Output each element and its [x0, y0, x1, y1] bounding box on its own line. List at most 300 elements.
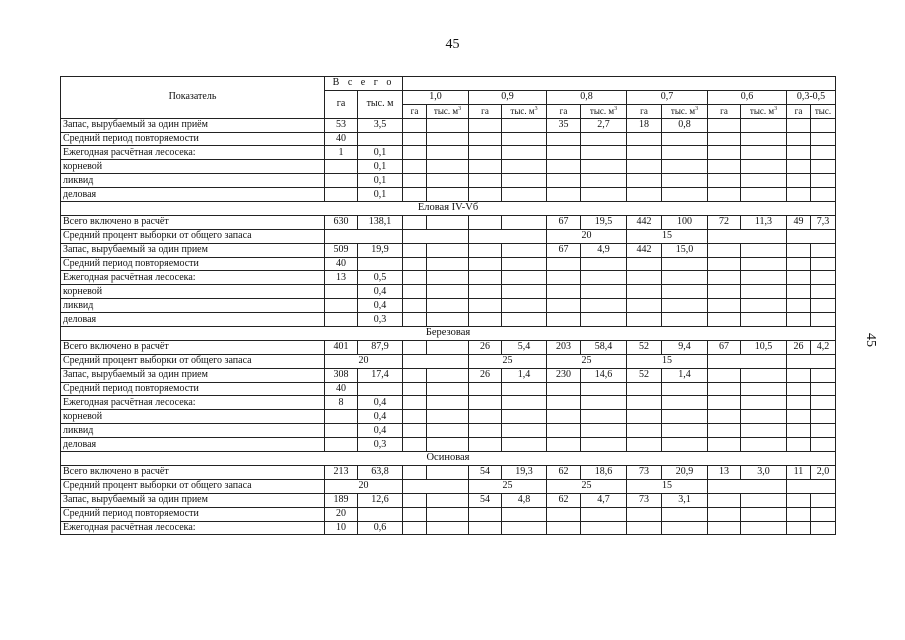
- table-cell: [403, 146, 427, 160]
- table-cell: 11,3: [741, 215, 787, 229]
- table-cell: [469, 174, 502, 188]
- row-label: ликвид: [61, 424, 325, 438]
- table-cell: [403, 188, 427, 202]
- table-row: [61, 396, 836, 410]
- table-cell: 19,9: [358, 243, 403, 257]
- table-cell: [547, 146, 581, 160]
- table-cell: [811, 521, 836, 535]
- table-cell: 442: [627, 243, 662, 257]
- table-cell: 0,3: [358, 438, 403, 452]
- table-cell: [427, 160, 469, 174]
- table-cell: 73: [627, 465, 662, 479]
- table-cell: [708, 257, 741, 271]
- table-cell: [708, 396, 741, 410]
- sub-ha: га: [787, 104, 811, 118]
- page-number-side: 45: [863, 333, 878, 347]
- table-cell: [502, 174, 547, 188]
- table-cell: [403, 424, 427, 438]
- percent-cell: [403, 354, 469, 368]
- table-cell: [547, 174, 581, 188]
- sub-ha: га: [403, 104, 427, 118]
- table-cell: 138,1: [358, 215, 403, 229]
- table-cell: [403, 465, 427, 479]
- table-cell: [662, 174, 708, 188]
- table-cell: [469, 424, 502, 438]
- table-cell: [403, 368, 427, 382]
- percent-cell: [403, 229, 469, 243]
- table-cell: [662, 521, 708, 535]
- table-cell: [741, 271, 787, 285]
- table-cell: [627, 396, 662, 410]
- table-cell: [469, 188, 502, 202]
- row-label: ликвид: [61, 174, 325, 188]
- table-cell: [325, 424, 358, 438]
- table-cell: 52: [627, 368, 662, 382]
- percent-cell: 25: [469, 479, 547, 493]
- table-cell: [708, 493, 741, 507]
- table-cell: [581, 174, 627, 188]
- table-cell: 3,1: [662, 493, 708, 507]
- table-cell: [627, 521, 662, 535]
- table-cell: [581, 271, 627, 285]
- table-cell: 72: [708, 215, 741, 229]
- table-cell: [741, 132, 787, 146]
- percent-cell: 25: [547, 479, 627, 493]
- table-cell: 63,8: [358, 465, 403, 479]
- table-cell: [627, 438, 662, 452]
- percent-cell: [708, 479, 787, 493]
- table-cell: 87,9: [358, 340, 403, 354]
- table-cell: [627, 285, 662, 299]
- table-cell: [469, 438, 502, 452]
- section-row: [61, 452, 836, 466]
- table-cell: 630: [325, 215, 358, 229]
- table-row: [61, 146, 836, 160]
- table-cell: 2,0: [811, 465, 836, 479]
- table-cell: [627, 382, 662, 396]
- table-cell: [427, 313, 469, 327]
- table-cell: 67: [708, 340, 741, 354]
- table-cell: [403, 215, 427, 229]
- table-cell: [547, 313, 581, 327]
- percent-cell: 15: [627, 229, 708, 243]
- table-cell: [627, 146, 662, 160]
- table-cell: [581, 396, 627, 410]
- table-cell: [547, 188, 581, 202]
- table-cell: [502, 215, 547, 229]
- table-cell: [427, 243, 469, 257]
- table-cell: [662, 396, 708, 410]
- table-cell: 49: [787, 215, 811, 229]
- table-cell: [469, 118, 502, 132]
- table-cell: [469, 215, 502, 229]
- table-cell: [787, 382, 811, 396]
- group-header: 0,6: [708, 90, 787, 104]
- row-label: ликвид: [61, 299, 325, 313]
- table-cell: [787, 271, 811, 285]
- table-cell: [581, 188, 627, 202]
- table-cell: [811, 493, 836, 507]
- percent-cell: [325, 229, 403, 243]
- table-cell: [502, 285, 547, 299]
- group-header: 0,9: [469, 90, 547, 104]
- table-cell: 308: [325, 368, 358, 382]
- group-header: 0,7: [627, 90, 708, 104]
- table-cell: [627, 174, 662, 188]
- table-cell: [403, 243, 427, 257]
- table-cell: [469, 382, 502, 396]
- table-cell: [427, 410, 469, 424]
- table-cell: [325, 313, 358, 327]
- table-cell: 1: [325, 146, 358, 160]
- table-cell: 19,3: [502, 465, 547, 479]
- percent-cell: [787, 354, 836, 368]
- table-row: [61, 438, 836, 452]
- table-cell: [469, 146, 502, 160]
- table-cell: 0,4: [358, 299, 403, 313]
- table-row: [61, 493, 836, 507]
- table-cell: 40: [325, 257, 358, 271]
- table-cell: [811, 174, 836, 188]
- table-cell: [787, 132, 811, 146]
- table-cell: 20,9: [662, 465, 708, 479]
- row-label: Ежегодная расчётная лесосека:: [61, 521, 325, 535]
- table-cell: [662, 146, 708, 160]
- table-cell: [403, 521, 427, 535]
- table-cell: [787, 396, 811, 410]
- table-cell: [403, 340, 427, 354]
- table-cell: 67: [547, 243, 581, 257]
- table-cell: [325, 160, 358, 174]
- group-header: 0,8: [547, 90, 627, 104]
- table-cell: 58,4: [581, 340, 627, 354]
- row-label: корневой: [61, 285, 325, 299]
- table-cell: [427, 174, 469, 188]
- table-cell: [502, 257, 547, 271]
- table-cell: [469, 271, 502, 285]
- row-label: Средний период повторяемости: [61, 382, 325, 396]
- table-cell: [811, 271, 836, 285]
- table-cell: 0,4: [358, 285, 403, 299]
- table-cell: [662, 271, 708, 285]
- table-cell: [811, 368, 836, 382]
- table-cell: [502, 118, 547, 132]
- table-cell: [708, 174, 741, 188]
- table-cell: [427, 396, 469, 410]
- table-cell: [427, 271, 469, 285]
- table-cell: 8: [325, 396, 358, 410]
- table-cell: [708, 424, 741, 438]
- table-cell: [741, 160, 787, 174]
- table-cell: 10: [325, 521, 358, 535]
- row-label: корневой: [61, 160, 325, 174]
- row-label: Ежегодная расчётная лесосека:: [61, 146, 325, 160]
- table-cell: [502, 424, 547, 438]
- table-cell: 509: [325, 243, 358, 257]
- table-cell: 0,4: [358, 410, 403, 424]
- table-cell: [427, 465, 469, 479]
- row-label: Запас, вырубаемый за один приём: [61, 118, 325, 132]
- table-cell: [787, 521, 811, 535]
- table-row: [61, 285, 836, 299]
- table-cell: [741, 146, 787, 160]
- table-cell: [741, 410, 787, 424]
- table-cell: 12,6: [358, 493, 403, 507]
- forest-table: [60, 76, 836, 535]
- table-row: [61, 271, 836, 285]
- table-cell: 1,4: [502, 368, 547, 382]
- table-cell: [502, 146, 547, 160]
- table-cell: 52: [627, 340, 662, 354]
- table-cell: [547, 160, 581, 174]
- table-cell: [427, 257, 469, 271]
- table-cell: [741, 285, 787, 299]
- table-cell: 2,7: [581, 118, 627, 132]
- table-cell: [547, 299, 581, 313]
- table-cell: 62: [547, 465, 581, 479]
- table-cell: [787, 493, 811, 507]
- table-row: [61, 118, 836, 132]
- table-cell: 67: [547, 215, 581, 229]
- row-label: Всего включено в расчёт: [61, 465, 325, 479]
- section-title: Березовая: [61, 327, 836, 341]
- row-label: Запас, вырубаемый за один прием: [61, 493, 325, 507]
- table-cell: 0,8: [662, 118, 708, 132]
- table-cell: [581, 132, 627, 146]
- table-cell: [469, 410, 502, 424]
- table-cell: [708, 313, 741, 327]
- percent-cell: [708, 354, 787, 368]
- table-cell: [547, 410, 581, 424]
- table-cell: [708, 188, 741, 202]
- table-cell: [547, 396, 581, 410]
- table-cell: 35: [547, 118, 581, 132]
- table-cell: 62: [547, 493, 581, 507]
- table-cell: [502, 521, 547, 535]
- table-cell: [403, 299, 427, 313]
- table-cell: [469, 285, 502, 299]
- table-cell: [741, 299, 787, 313]
- percent-cell: 25: [547, 354, 627, 368]
- table-cell: [502, 507, 547, 521]
- table-cell: [403, 118, 427, 132]
- table-cell: [811, 313, 836, 327]
- table-cell: 4,9: [581, 243, 627, 257]
- table-cell: [662, 132, 708, 146]
- table-cell: [662, 257, 708, 271]
- table-cell: [741, 507, 787, 521]
- row-label: деловая: [61, 313, 325, 327]
- table-cell: [662, 285, 708, 299]
- row-label: Средний период повторяемости: [61, 132, 325, 146]
- table-cell: [581, 521, 627, 535]
- table-cell: [403, 285, 427, 299]
- table-cell: 5,4: [502, 340, 547, 354]
- table-cell: [741, 424, 787, 438]
- table-cell: [662, 313, 708, 327]
- table-cell: [427, 424, 469, 438]
- group-header: 0,3-0,5: [787, 90, 836, 104]
- percent-cell: [469, 229, 547, 243]
- table-cell: [325, 285, 358, 299]
- row-label: Средний период повторяемости: [61, 257, 325, 271]
- table-cell: [787, 438, 811, 452]
- table-cell: 40: [325, 382, 358, 396]
- percent-cell: 15: [627, 354, 708, 368]
- table-cell: 4,8: [502, 493, 547, 507]
- table-cell: [502, 382, 547, 396]
- table-cell: [502, 132, 547, 146]
- table-cell: 20: [325, 507, 358, 521]
- total-ths-header: тыс. м: [358, 90, 403, 118]
- table-cell: [811, 299, 836, 313]
- table-cell: [581, 257, 627, 271]
- table-cell: [469, 396, 502, 410]
- table-cell: [708, 160, 741, 174]
- total-ha-header: га: [325, 90, 358, 118]
- table-cell: 54: [469, 493, 502, 507]
- table-cell: 1,4: [662, 368, 708, 382]
- table-cell: [469, 521, 502, 535]
- table-cell: 0,1: [358, 174, 403, 188]
- table-cell: [662, 160, 708, 174]
- table-cell: [427, 521, 469, 535]
- table-cell: 40: [325, 132, 358, 146]
- table-cell: [708, 410, 741, 424]
- table-cell: [427, 493, 469, 507]
- table-cell: [358, 507, 403, 521]
- table-cell: [547, 438, 581, 452]
- table-cell: [627, 160, 662, 174]
- row-label: Всего включено в расчёт: [61, 215, 325, 229]
- row-label: деловая: [61, 188, 325, 202]
- table-cell: 15,0: [662, 243, 708, 257]
- table-cell: [502, 188, 547, 202]
- table-cell: [787, 424, 811, 438]
- table-cell: [547, 382, 581, 396]
- table-cell: [787, 313, 811, 327]
- table-cell: [547, 521, 581, 535]
- table-cell: [741, 493, 787, 507]
- percent-cell: 20: [325, 354, 403, 368]
- table-cell: [811, 160, 836, 174]
- table-cell: [787, 188, 811, 202]
- row-label: деловая: [61, 438, 325, 452]
- table-row: [61, 313, 836, 327]
- table-cell: 18,6: [581, 465, 627, 479]
- table-row: [61, 340, 836, 354]
- table-cell: [708, 438, 741, 452]
- table-cell: [787, 507, 811, 521]
- table-cell: [708, 271, 741, 285]
- section-row: [61, 202, 836, 216]
- table-cell: [708, 285, 741, 299]
- section-title: Еловая IV-Vб: [61, 202, 836, 216]
- table-cell: [427, 507, 469, 521]
- table-cell: [627, 299, 662, 313]
- table-cell: 230: [547, 368, 581, 382]
- table-cell: [469, 507, 502, 521]
- table-row: [61, 174, 836, 188]
- table-cell: [403, 493, 427, 507]
- table-cell: [811, 132, 836, 146]
- table-cell: [708, 521, 741, 535]
- table-cell: [427, 299, 469, 313]
- table-cell: [708, 146, 741, 160]
- table-cell: [358, 257, 403, 271]
- table-cell: 19,5: [581, 215, 627, 229]
- table-cell: [627, 410, 662, 424]
- table-cell: 0,1: [358, 188, 403, 202]
- table-cell: 73: [627, 493, 662, 507]
- table-cell: [662, 410, 708, 424]
- table-row: [61, 160, 836, 174]
- table-cell: 17,4: [358, 368, 403, 382]
- table-cell: [627, 188, 662, 202]
- table-cell: [325, 299, 358, 313]
- table-cell: [581, 160, 627, 174]
- table-cell: [403, 257, 427, 271]
- table-cell: 203: [547, 340, 581, 354]
- table-cell: [581, 438, 627, 452]
- table-row: [61, 465, 836, 479]
- table-cell: [787, 146, 811, 160]
- table-cell: [708, 368, 741, 382]
- table-cell: [662, 424, 708, 438]
- table-cell: [403, 410, 427, 424]
- table-cell: [787, 410, 811, 424]
- row-label: Ежегодная расчётная лесосека:: [61, 271, 325, 285]
- table-cell: [787, 368, 811, 382]
- table-cell: [811, 146, 836, 160]
- table-cell: [581, 410, 627, 424]
- table-cell: [741, 257, 787, 271]
- table-cell: [547, 507, 581, 521]
- table-row: [61, 424, 836, 438]
- table-cell: [427, 340, 469, 354]
- table-cell: 0,4: [358, 424, 403, 438]
- table-cell: [502, 410, 547, 424]
- table-cell: [741, 174, 787, 188]
- table-cell: 100: [662, 215, 708, 229]
- row-label: Всего включено в расчёт: [61, 340, 325, 354]
- page-number-top: 45: [445, 37, 460, 52]
- table-cell: 26: [469, 368, 502, 382]
- table-cell: [403, 271, 427, 285]
- table-row: [61, 229, 836, 243]
- table-cell: 26: [787, 340, 811, 354]
- table-cell: [787, 118, 811, 132]
- table-cell: [811, 507, 836, 521]
- table-row: [61, 521, 836, 535]
- sub-ha: га: [469, 104, 502, 118]
- table-cell: [502, 396, 547, 410]
- percent-cell: 20: [547, 229, 627, 243]
- row-label: Средний процент выборки от общего запаса: [61, 479, 325, 493]
- table-cell: 0,5: [358, 271, 403, 285]
- total-header: В с е г о: [325, 77, 403, 91]
- table-cell: [708, 132, 741, 146]
- table-cell: [662, 382, 708, 396]
- table-cell: 213: [325, 465, 358, 479]
- table-cell: [811, 424, 836, 438]
- row-label: Запас, вырубаемый за один прием: [61, 243, 325, 257]
- section-title: Осиновая: [61, 452, 836, 466]
- table-cell: [708, 299, 741, 313]
- table-cell: 13: [325, 271, 358, 285]
- sub-ths: тыс. $м^3$: [427, 104, 469, 118]
- table-cell: 11: [787, 465, 811, 479]
